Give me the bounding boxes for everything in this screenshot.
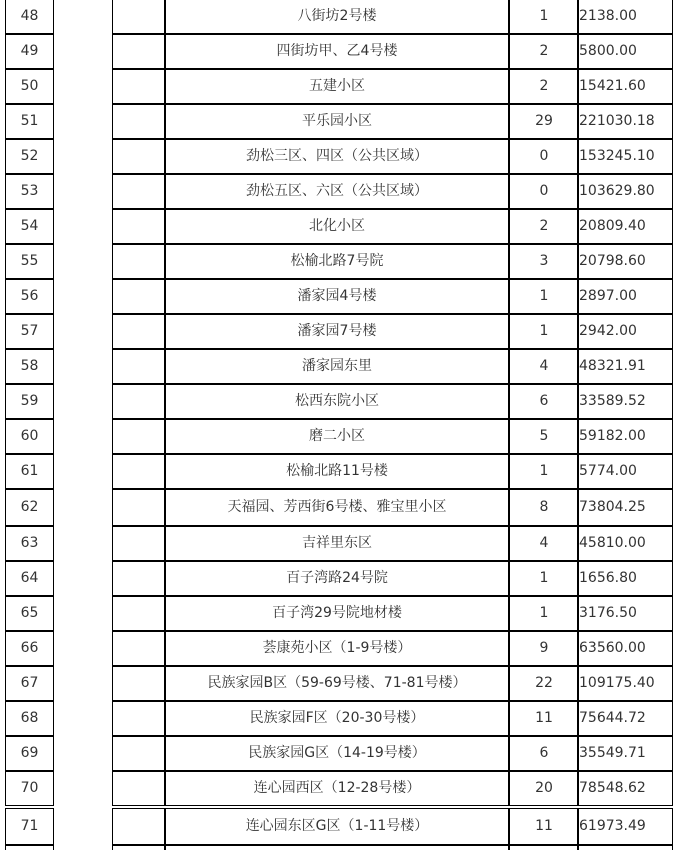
table-row [5,419,673,454]
community-name-cell: 磨二小区 [165,419,509,454]
area-cell: 153245.10 [577,139,673,174]
table-row [5,489,673,524]
area-cell: 103629.80 [577,174,673,209]
row-number-cell: 62 [5,489,54,526]
table-row [5,0,673,34]
blank-cell [112,736,165,771]
blank-cell [112,314,165,349]
community-name-cell: 百子湾29号院地材楼 [165,596,509,631]
row-number-cell: 48 [5,0,54,34]
blank-cell [112,701,165,736]
table-row [5,384,673,419]
community-name-cell: 天福园、芳西街6号楼、雅宝里小区 [165,489,509,526]
row-number-cell: 64 [5,561,54,596]
row-number-cell: 61 [5,454,54,489]
blank-cell [112,631,165,666]
area-cell: 33589.52 [577,384,673,419]
row-number-cell: 58 [5,349,54,384]
community-name-cell: 民族家园F区（20-30号楼） [165,701,509,736]
row-number-cell: 65 [5,596,54,631]
table-row [5,69,673,104]
community-name-cell: 荟康苑小区（1-9号楼） [165,631,509,666]
community-name-cell: 百子湾路24号院 [165,561,509,596]
count-cell [509,845,579,850]
count-cell: 1 [509,596,579,631]
area-cell: 59182.00 [577,419,673,454]
row-number-cell: 52 [5,139,54,174]
row-number-cell: 69 [5,736,54,771]
row-number-cell: 54 [5,209,54,244]
table-row [5,279,673,314]
area-cell: 109175.40 [577,666,673,701]
count-cell: 1 [509,0,579,34]
row-number-cell: 68 [5,701,54,736]
community-name-cell: 八街坊2号楼 [165,0,509,34]
area-cell: 20798.60 [577,244,673,279]
count-cell: 29 [509,104,579,139]
count-cell: 1 [509,561,579,596]
blank-cell [112,279,165,314]
blank-cell [112,771,165,806]
row-number-cell: 70 [5,771,54,806]
table-row [5,845,673,850]
row-number-cell: 51 [5,104,54,139]
blank-cell [112,561,165,596]
row-number-cell: 63 [5,526,54,561]
area-cell: 78548.62 [577,771,673,806]
table-row [5,736,673,771]
blank-cell [112,384,165,419]
table-row [5,701,673,736]
blank-cell [112,349,165,384]
area-cell: 75644.72 [577,701,673,736]
area-cell: 5800.00 [577,34,673,69]
blank-cell [112,174,165,209]
community-name-cell: 民族家园G区（14-19号楼） [165,736,509,771]
count-cell: 20 [509,771,579,806]
count-cell: 6 [509,384,579,419]
count-cell: 1 [509,314,579,349]
table-row [5,209,673,244]
count-cell: 4 [509,526,579,561]
table-row [5,34,673,69]
row-number-cell: 55 [5,244,54,279]
blank-cell [112,244,165,279]
count-cell: 11 [509,808,579,845]
community-name-cell: 劲松三区、四区（公共区域） [165,139,509,174]
blank-cell [112,808,165,845]
area-cell: 3176.50 [577,596,673,631]
count-cell: 11 [509,701,579,736]
area-cell: 221030.18 [577,104,673,139]
blank-cell [112,845,165,850]
table-row [5,174,673,209]
community-name-cell: 连心园西区（12-28号楼） [165,771,509,806]
blank-cell [112,209,165,244]
community-name-cell: 松榆北路7号院 [165,244,509,279]
count-cell: 22 [509,666,579,701]
community-name-cell: 吉祥里东区 [165,526,509,561]
table-row [5,244,673,279]
area-cell: 2942.00 [577,314,673,349]
row-number-cell: 71 [5,808,54,845]
community-name-cell: 北化小区 [165,209,509,244]
blank-cell [112,454,165,489]
row-number-cell: 49 [5,34,54,69]
table-row [5,314,673,349]
count-cell: 3 [509,244,579,279]
row-number-cell: 57 [5,314,54,349]
blank-cell [112,489,165,526]
area-cell: 63560.00 [577,631,673,666]
area-cell: 35549.71 [577,736,673,771]
count-cell: 2 [509,69,579,104]
row-number-cell: 50 [5,69,54,104]
community-name-cell: 松榆北路11号楼 [165,454,509,489]
blank-cell [112,419,165,454]
count-cell: 6 [509,736,579,771]
blank-cell [112,666,165,701]
blank-cell [112,526,165,561]
table-row [5,561,673,596]
count-cell: 1 [509,454,579,489]
blank-cell [112,139,165,174]
community-name-cell: 民族家园B区（59-69号楼、71-81号楼） [165,666,509,701]
community-name-cell: 五建小区 [165,69,509,104]
community-name-cell [165,845,509,850]
area-cell [577,845,673,850]
count-cell: 2 [509,34,579,69]
table-row [5,139,673,174]
count-cell: 1 [509,279,579,314]
area-cell: 5774.00 [577,454,673,489]
table-row [5,349,673,384]
area-cell: 48321.91 [577,349,673,384]
row-number-cell: 67 [5,666,54,701]
count-cell: 9 [509,631,579,666]
area-cell: 1656.80 [577,561,673,596]
community-name-cell: 潘家园4号楼 [165,279,509,314]
blank-cell [112,69,165,104]
blank-cell [112,104,165,139]
area-cell: 2138.00 [577,0,673,34]
row-number-cell: 53 [5,174,54,209]
table-row [5,631,673,666]
blank-cell [112,0,165,34]
table-row [5,666,673,701]
community-name-cell: 四街坊甲、乙4号楼 [165,34,509,69]
community-name-cell: 潘家园7号楼 [165,314,509,349]
table-row [5,526,673,561]
community-name-cell: 松西东院小区 [165,384,509,419]
table-row [5,808,673,843]
row-number-cell: 59 [5,384,54,419]
area-cell: 45810.00 [577,526,673,561]
table-row [5,596,673,631]
blank-cell [112,34,165,69]
row-number-cell: 66 [5,631,54,666]
area-cell: 73804.25 [577,489,673,526]
community-name-cell: 平乐园小区 [165,104,509,139]
table-row [5,771,673,806]
table-row [5,104,673,139]
table-row [5,454,673,489]
area-cell: 2897.00 [577,279,673,314]
count-cell: 0 [509,139,579,174]
community-name-cell: 潘家园东里 [165,349,509,384]
row-number-cell: 60 [5,419,54,454]
area-cell: 61973.49 [577,808,673,845]
community-name-cell: 连心园东区G区（1-11号楼） [165,808,509,845]
community-name-cell: 劲松五区、六区（公共区域） [165,174,509,209]
data-table [5,0,673,850]
count-cell: 0 [509,174,579,209]
count-cell: 4 [509,349,579,384]
area-cell: 15421.60 [577,69,673,104]
blank-cell [112,596,165,631]
area-cell: 20809.40 [577,209,673,244]
count-cell: 5 [509,419,579,454]
count-cell: 8 [509,489,579,526]
row-number-cell: 56 [5,279,54,314]
count-cell: 2 [509,209,579,244]
row-number-cell [5,845,54,850]
